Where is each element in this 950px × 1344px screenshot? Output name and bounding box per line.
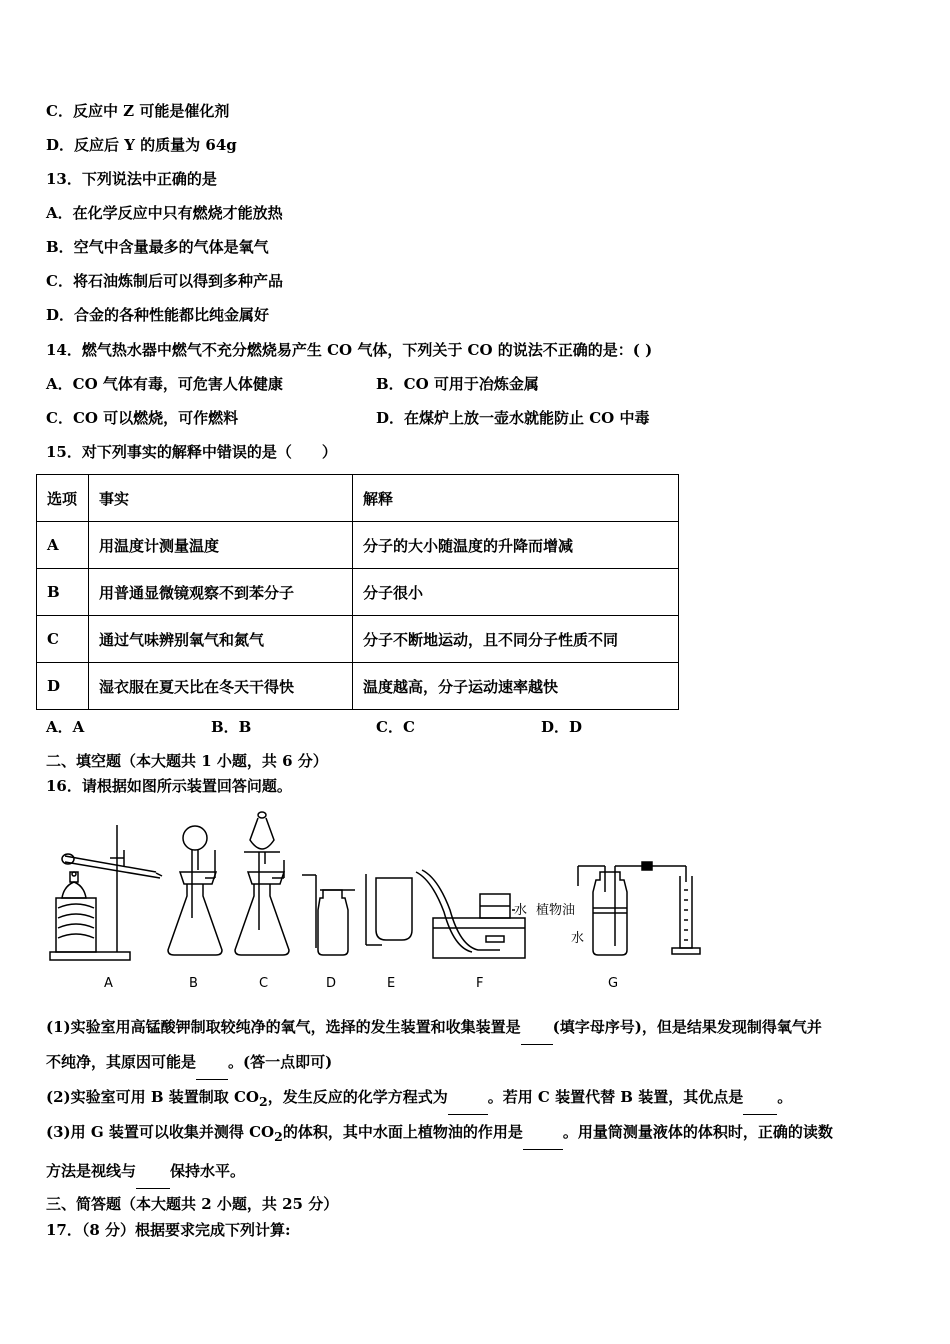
apparatus-d bbox=[302, 875, 355, 955]
q12-option-d: D．反应后 Y 的质量为 64g bbox=[46, 136, 237, 154]
table-cell: 用普通显微镜观察不到苯分子 bbox=[89, 569, 353, 616]
figure-label-oil: 植物油 bbox=[536, 903, 576, 918]
answer-blank[interactable] bbox=[196, 1045, 228, 1080]
figure-label-water-f: 水 bbox=[514, 903, 528, 918]
answer-blank[interactable] bbox=[523, 1115, 563, 1150]
q14-option-c: C．CO 可以燃烧，可作燃料 bbox=[46, 409, 239, 427]
q14-option-b: B．CO 可用于冶炼金属 bbox=[376, 375, 539, 393]
section-3-heading: 三、简答题（本大题共 2 小题，共 25 分） bbox=[46, 1195, 339, 1213]
section-2-heading: 二、填空题（本大题共 1 小题，共 6 分） bbox=[46, 752, 328, 770]
table-cell: C bbox=[37, 616, 89, 663]
q13-stem: 13．下列说法中正确的是 bbox=[46, 170, 217, 188]
apparatus-e bbox=[366, 874, 412, 945]
q16-part2: (2)实验室可用 B 装置制取 $CO_2$，发生反应的化学方程式为 。若用 C 装置代替 B 装置，其优点是 。 bbox=[46, 1080, 906, 1119]
q13-option-d: D．合金的各种性能都比纯金属好 bbox=[46, 306, 270, 324]
table-header-cell: 事实 bbox=[89, 475, 353, 522]
table-header-cell: 选项 bbox=[37, 475, 89, 522]
q15-option-b: B．B bbox=[211, 718, 252, 736]
answer-blank[interactable] bbox=[448, 1080, 488, 1115]
q13-option-c: C．将石油炼制后可以得到多种产品 bbox=[46, 272, 283, 290]
answer-blank[interactable] bbox=[743, 1080, 777, 1115]
q12-option-c: C．反应中 Z 可能是催化剂 bbox=[46, 102, 230, 120]
figure-label-water-g: 水 bbox=[571, 931, 585, 946]
q17-stem: 17．（8 分）根据要求完成下列计算: bbox=[46, 1221, 291, 1239]
table-row bbox=[37, 522, 679, 569]
q15-option-d: D．D bbox=[541, 718, 583, 736]
figure-letter-d: D bbox=[326, 976, 337, 991]
q15-stem: 15．对下列事实的解释中错误的是（ ） bbox=[46, 443, 337, 461]
figure-letter-g: G bbox=[608, 976, 619, 991]
q14-option-d: D．在煤炉上放一壶水就能防止 CO 中毒 bbox=[376, 409, 650, 427]
q13-option-b: B．空气中含量最多的气体是氧气 bbox=[46, 238, 269, 256]
table-cell: 用温度计测量温度 bbox=[89, 522, 353, 569]
apparatus-f bbox=[416, 870, 528, 958]
q16-part1: (1)实验室用高锰酸钾制取较纯净的氧气，选择的发生装置和收集装置是 (填字母序号)，但是结果发现制得氧气并 不纯净，其原因可能是 。(答一点即可) bbox=[46, 1010, 906, 1080]
table-cell: B bbox=[37, 569, 89, 616]
answer-blank[interactable] bbox=[521, 1010, 553, 1045]
table-row bbox=[37, 569, 679, 616]
figure-letter-c: C bbox=[259, 976, 269, 991]
q15-table bbox=[36, 474, 679, 710]
table-row bbox=[37, 616, 679, 663]
q16-part3: (3)用 G 装置可以收集并测得 $CO_2$的体积，其中水面上植物油的作用是 。用量筒测量液体的体积时，正确的读数 方法是视线与 保持水平。 bbox=[46, 1115, 906, 1189]
apparatus-g bbox=[578, 862, 700, 955]
table-row bbox=[37, 663, 679, 710]
apparatus-c bbox=[235, 812, 289, 955]
q14-option-a: A．CO 气体有毒，可危害人体健康 bbox=[46, 375, 283, 393]
table-cell: 分子很小 bbox=[353, 569, 679, 616]
q15-option-c: C．C bbox=[376, 718, 415, 736]
table-cell: 分子的大小随温度的升降而增减 bbox=[353, 522, 679, 569]
table-cell: 分子不断地运动，且不同分子性质不同 bbox=[353, 616, 679, 663]
table-cell: 湿衣服在夏天比在冬天干得快 bbox=[89, 663, 353, 710]
table-cell: 通过气味辨别氧气和氮气 bbox=[89, 616, 353, 663]
apparatus-b bbox=[168, 826, 222, 955]
table-cell: A bbox=[37, 522, 89, 569]
figure-letter-e: E bbox=[387, 976, 396, 991]
table-header-row bbox=[37, 475, 679, 522]
table-header-cell: 解释 bbox=[353, 475, 679, 522]
apparatus-figure bbox=[40, 800, 720, 972]
q14-stem: 14．燃气热水器中燃气不充分燃烧易产生 CO 气体，下列关于 CO 的说法不正确的是：( ) bbox=[46, 341, 653, 359]
q15-option-a: A．A bbox=[46, 718, 85, 736]
apparatus-a bbox=[50, 825, 162, 960]
figure-letter-f: F bbox=[476, 976, 484, 991]
figure-letter-b: B bbox=[189, 976, 198, 991]
table-cell: 温度越高，分子运动速率越快 bbox=[353, 663, 679, 710]
figure-letter-a: A bbox=[104, 976, 113, 991]
q16-stem: 16．请根据如图所示装置回答问题。 bbox=[46, 777, 292, 795]
q13-option-a: A．在化学反应中只有燃烧才能放热 bbox=[46, 204, 283, 222]
table-cell: D bbox=[37, 663, 89, 710]
answer-blank[interactable] bbox=[136, 1154, 170, 1189]
